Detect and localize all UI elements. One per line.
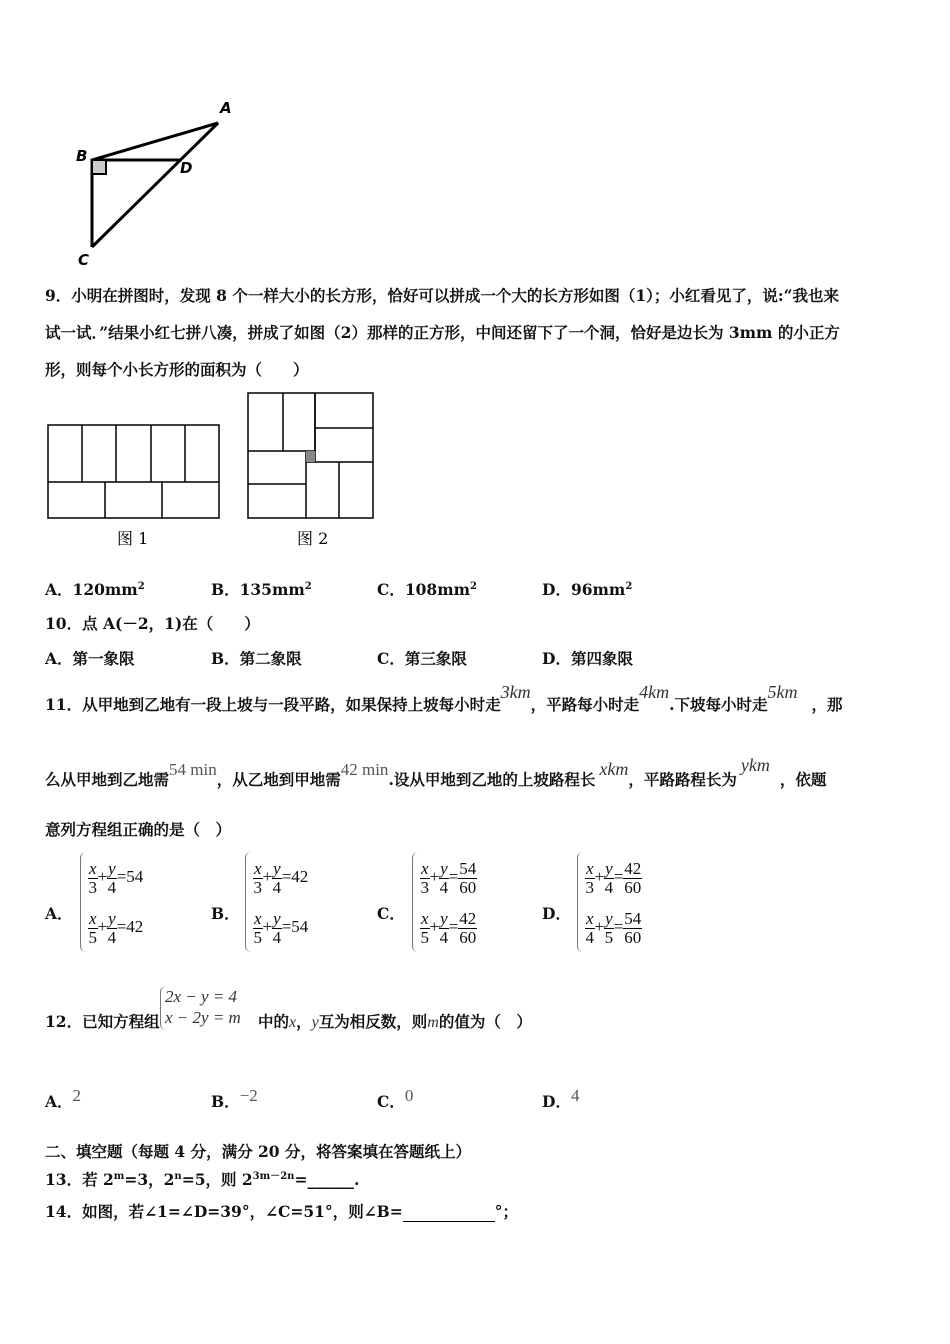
q9-option-d: D．$96mm^2$ bbox=[542, 580, 633, 599]
label-a: A bbox=[220, 99, 232, 117]
label-c: C bbox=[78, 251, 90, 269]
q12-option-c: C．0 bbox=[377, 1086, 414, 1111]
q9-option-a: A．$120mm^2$ bbox=[45, 580, 145, 599]
q11-option-b-letter: B． bbox=[211, 904, 240, 923]
q12-eq1: 2x − y = 4 bbox=[165, 987, 238, 1006]
q9-line2: 试一试．”结果小红七拼八凑，拼成了如图（2）那样的正方形，中间还留下了一个洞，恰好是边长为 3mm 的小正方 bbox=[45, 323, 840, 342]
q11-line1: 11．从甲地到乙地有一段上坡与一段平路，如果保持上坡每小时走3km，平路每小时走4km.下坡每小时走5km，那 bbox=[45, 682, 843, 714]
q12-suffix: 中的x，y互为相反数，则m的值为（ ） bbox=[258, 1012, 532, 1031]
q11-line2: 么从甲地到乙地需54 min，从乙地到甲地需42 min.设从甲地到乙地的上坡路程长xkm，平路路程长为ykm，依题 bbox=[45, 755, 827, 789]
q11-option-c-system: $\frac{x}{3}$ + $\frac{y}{4}$ = $\frac{54}{60}$ $\frac{x}{5}$ + $\frac{y}{4}$ = $\frac{42}{60}$ bbox=[412, 852, 522, 952]
q12-system bbox=[160, 986, 241, 1030]
q12-option-d: D．4 bbox=[542, 1086, 580, 1111]
q10-option-d: D．第四象限 bbox=[542, 649, 633, 668]
right-angle-mark bbox=[92, 160, 106, 174]
q9-option-c: C．$108mm^2$ bbox=[377, 580, 477, 599]
q14-answer-blank[interactable] bbox=[403, 1205, 495, 1222]
q11-line3: 意列方程组正确的是（ ） bbox=[45, 820, 232, 839]
figure-2-caption: 图 2 bbox=[297, 529, 329, 548]
center-hole bbox=[306, 451, 315, 462]
q11-option-d-system: $\frac{x}{3}$ + $\frac{y}{4}$ = $\frac{42}{60}$ $\frac{x}{4}$ + $\frac{y}{5}$ = $\frac{54}{60}$ bbox=[577, 852, 687, 952]
q9-line3: 形，则每个小长方形的面积为（ ） bbox=[45, 360, 309, 379]
q14: 14．如图，若∠1=∠D=39°，∠C=51°，则∠B= °； bbox=[45, 1202, 519, 1221]
q12-prefix: 12．已知方程组 bbox=[45, 1012, 160, 1031]
figure-2 bbox=[245, 390, 380, 555]
q11-option-c-letter: C． bbox=[377, 904, 405, 923]
figure-1 bbox=[45, 420, 225, 555]
triangle-figure bbox=[70, 95, 250, 270]
triangle-lines bbox=[92, 123, 218, 247]
q13: 13．若 $2^m=3$，$2^n=5$，则 $2^{3m-2n}=\_\_\_\_\_\_$. bbox=[45, 1170, 360, 1190]
q12-eq2: x − 2y = m bbox=[165, 1008, 241, 1027]
q11-option-a-system: $\frac{x}{3}$ + $\frac{y}{4}$ =54 $\frac{x}{5}$ + $\frac{y}{4}$ =42 bbox=[80, 852, 190, 952]
q12-option-a: A．2 bbox=[45, 1086, 82, 1111]
q10-option-b: B．第二象限 bbox=[211, 649, 302, 668]
label-b: B bbox=[76, 147, 88, 165]
q11-option-d-letter: D． bbox=[542, 904, 571, 923]
q9-option-b: B．$135mm^2$ bbox=[211, 580, 312, 599]
section-2-heading: 二、填空题（每题 4 分，满分 20 分，将答案填在答题纸上） bbox=[45, 1142, 471, 1161]
label-d: D bbox=[180, 159, 193, 177]
q10-option-c: C．第三象限 bbox=[377, 649, 467, 668]
q10-option-a: A．第一象限 bbox=[45, 649, 135, 668]
q11-option-b-system: $\frac{x}{3}$ + $\frac{y}{4}$ =42 $\frac{x}{5}$ + $\frac{y}{4}$ =54 bbox=[245, 852, 355, 952]
q11-option-a-letter: A． bbox=[45, 904, 73, 923]
q10-stem: 10．点 A(－2，1)在（ ） bbox=[45, 614, 260, 633]
q12-option-b: B．−2 bbox=[211, 1086, 258, 1111]
q9-line1: 9．小明在拼图时，发现 8 个一样大小的长方形，恰好可以拼成一个大的长方形如图（1）；小红看见了，说:“我也来 bbox=[45, 286, 840, 305]
figure-1-caption: 图 1 bbox=[117, 529, 149, 548]
